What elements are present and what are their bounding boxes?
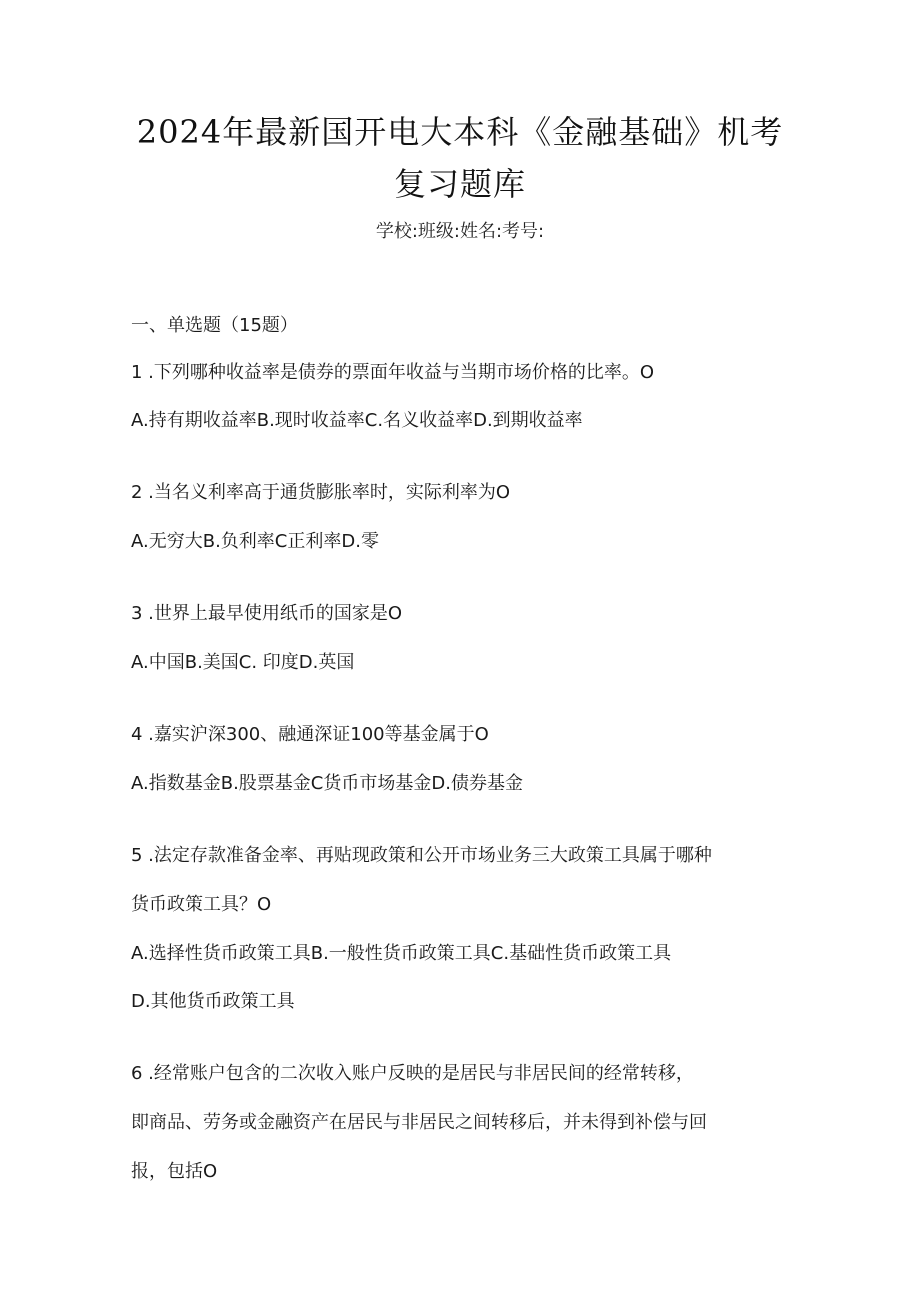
- document-title-line-2: 复习题库: [393, 165, 526, 203]
- section-heading: 一、单选题（15题）: [131, 315, 298, 336]
- question-5-text-line-1: 5 .法定存款准备金率、再贴现政策和公开市场业务三大政策工具属于哪种: [131, 845, 712, 866]
- question-5-options-line-1: A.选择性货币政策工具B.一般性货币政策工具C.基础性货币政策工具: [131, 943, 672, 964]
- question-6-text-line-1: 6 .经常账户包含的二次收入账户反映的是居民与非居民间的经常转移，: [131, 1063, 694, 1084]
- question-5-options-line-2: D.其他货币政策工具: [131, 991, 295, 1012]
- question-4-text: 4 .嘉实沪深300、融通深证100等基金属于O: [131, 724, 489, 745]
- document-title-line-1: 2024年最新国开电大本科《金融基础》机考: [136, 113, 784, 151]
- question-1-options: A.持有期收益率B.现时收益率C.名义收益率D.到期收益率: [131, 410, 583, 431]
- student-info-line: 学校:班级:姓名:考号:: [375, 221, 545, 242]
- question-4-options: A.指数基金B.股票基金C货币市场基金D.债券基金: [131, 773, 523, 794]
- question-5-text-line-2: 货币政策工具？O: [131, 894, 272, 915]
- question-1-text: 1 .下列哪种收益率是债券的票面年收益与当期市场价格的比率。O: [131, 362, 655, 383]
- question-3-text: 3 .世界上最早使用纸币的国家是O: [131, 603, 403, 624]
- question-2-text: 2 .当名义利率高于通货膨胀率时，实际利率为O: [131, 482, 511, 503]
- question-6-text-line-2: 即商品、劳务或金融资产在居民与非居民之间转移后，并未得到补偿与回: [131, 1112, 707, 1133]
- question-3-options: A.中国B.美国C. 印度D.英国: [131, 652, 355, 673]
- question-2-options: A.无穷大B.负利率C正利率D.零: [131, 531, 379, 552]
- question-6-text-line-3: 报，包括O: [131, 1161, 218, 1182]
